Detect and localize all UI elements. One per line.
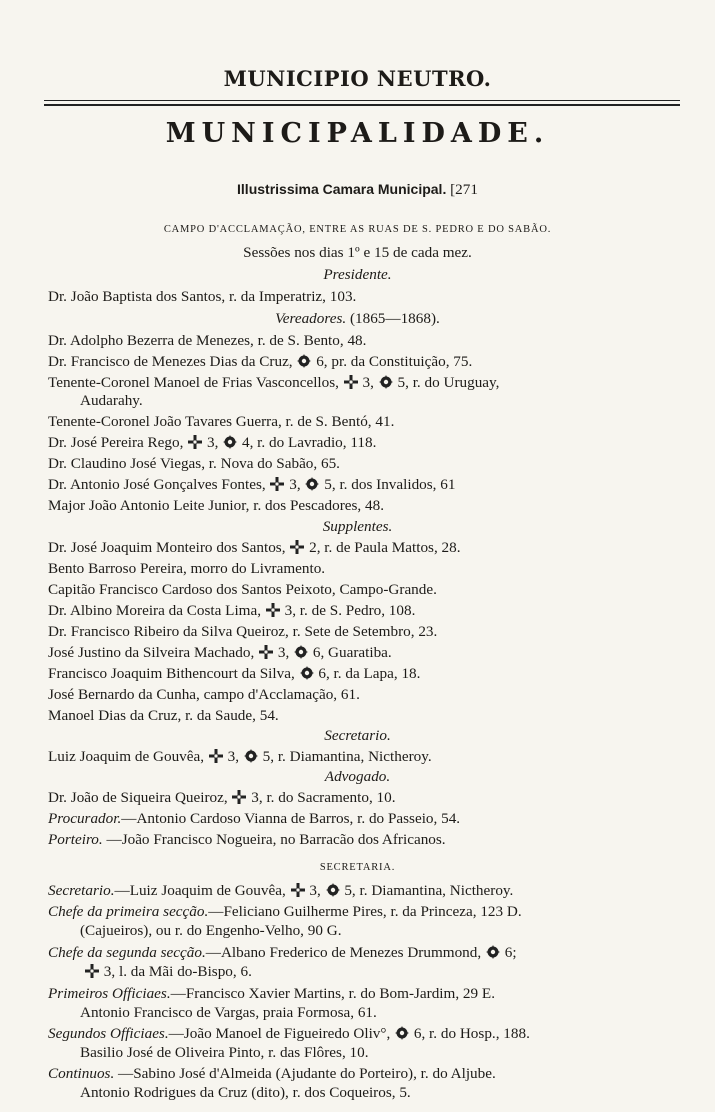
entry-text: 2, r. de Paula Mattos, 28.: [309, 539, 461, 556]
order-rose-icon: [379, 375, 393, 394]
secretaria-entry: [48, 903, 522, 921]
secretaria-heading: SECRETARIA.: [319, 862, 396, 873]
supplente-entry: Manoel Dias da Cruz, r. da Saude, 54.: [48, 707, 279, 724]
supplente-entry: [48, 602, 415, 622]
order-cross-icon: [85, 964, 99, 983]
page-reference: [271: [450, 181, 478, 198]
procurador-entry: [48, 810, 460, 828]
secretaria-entry-cont: Antonio Francisco de Vargas, praia Formosa, 61.: [80, 1004, 377, 1021]
entry-text: 3,: [206, 434, 219, 451]
secretaria-entry: [48, 944, 517, 964]
vereador-entry: [48, 353, 472, 373]
entry-text: 3,: [227, 748, 240, 765]
entry-text: Dr. Antonio José Gonçalves Fontes,: [48, 476, 266, 493]
advogado-heading: Advogado.: [324, 768, 391, 785]
order-cross-icon: [232, 790, 246, 809]
supplente-entry: [48, 539, 461, 559]
order-rose-icon: [244, 749, 258, 768]
supplente-entry: [48, 665, 420, 685]
vereador-entry: Dr. Adolpho Bezerra de Menezes, r. de S. Bento, 48.: [48, 332, 367, 349]
order-cross-icon: [188, 435, 202, 454]
entry-text: Dr. José Joaquim Monteiro dos Santos,: [48, 539, 286, 556]
role-label: Continuos.: [48, 1065, 115, 1082]
secretaria-entry-cont: (Cajueiros), ou r. do Engenho-Velho, 90 G.: [80, 922, 342, 939]
entry-text: 3, r. de S. Pedro, 108.: [284, 602, 416, 619]
vereadores-period: (1865—1868).: [349, 310, 440, 327]
role-label: Chefe da primeira secção.: [48, 903, 209, 920]
supplentes-heading: Supplentes.: [322, 518, 393, 535]
order-rose-icon: [297, 354, 311, 373]
advogado-entry: [48, 789, 396, 809]
entry-text: 6, r. do Hosp., 188.: [413, 1025, 530, 1042]
supplente-entry: Bento Barroso Pereira, morro do Livramento.: [48, 560, 326, 577]
vereador-entry: [48, 476, 455, 496]
entry-text: Luiz Joaquim de Gouvêa,: [48, 748, 205, 765]
entry-text: —Feliciano Guilherme Pires, r. da Princeza, 123 D.: [208, 903, 522, 920]
supplente-entry: [48, 644, 392, 664]
camara-sessions: Sessões nos dias 1º e 15 de cada mez.: [243, 244, 472, 261]
supplente-entry: Dr. Francisco Ribeiro da Silva Queiroz, r. Sete de Setembro, 23.: [48, 623, 438, 640]
divider-rule: [44, 100, 680, 101]
role-label: Segundos Officiaes.: [48, 1025, 169, 1042]
secretaria-entry-cont: Basilio José de Oliveira Pinto, r. das Flôres, 10.: [80, 1044, 369, 1061]
entry-text: Dr. José Pereira Rego,: [48, 434, 184, 451]
vereador-entry: [48, 434, 376, 454]
vereadores-label: Vereadores.: [275, 310, 347, 327]
entry-text: 3, r. do Sacramento, 10.: [251, 789, 396, 806]
entry-text: Dr. João de Siqueira Queiroz,: [48, 789, 228, 806]
order-cross-icon: [209, 749, 223, 768]
entry-text: —Luiz Joaquim de Gouvêa,: [114, 882, 286, 899]
section-title: MUNICIPALIDADE.: [165, 118, 550, 149]
presidente-entry: Dr. João Baptista dos Santos, r. da Imperatriz, 103.: [48, 288, 357, 305]
order-cross-icon: [291, 883, 305, 902]
entry-text: —Albano Frederico de Menezes Drummond,: [205, 944, 482, 961]
order-cross-icon: [259, 645, 273, 664]
camara-address: CAMPO D'ACCLAMAÇÃO, ENTRE AS RUAS DE S. PEDRO E DO SABÃO.: [163, 224, 552, 235]
entry-text: —Antonio Cardoso Vianna de Barros, r. do Passeio, 54.: [121, 810, 461, 827]
order-rose-icon: [300, 666, 314, 685]
role-label: Chefe da segunda secção.: [48, 944, 206, 961]
order-rose-icon: [395, 1026, 409, 1045]
order-rose-icon: [326, 883, 340, 902]
entry-text: 3, l. da Mãi do-Bispo, 6.: [103, 963, 252, 980]
order-rose-icon: [223, 435, 237, 454]
supplente-entry: José Bernardo da Cunha, campo d'Acclamação, 61.: [48, 686, 360, 703]
order-rose-icon: [486, 945, 500, 964]
entry-text: José Justino da Silveira Machado,: [48, 644, 255, 661]
secretario-entry: [48, 748, 432, 768]
entry-text: —João Francisco Nogueira, no Barracão dos Africanos.: [102, 831, 446, 848]
entry-text: 4, r. do Lavradio, 118.: [241, 434, 377, 451]
order-cross-icon: [266, 603, 280, 622]
vereador-entry: Tenente-Coronel João Tavares Guerra, r. de S. Bentó, 41.: [48, 413, 395, 430]
role-label: Procurador.: [48, 810, 122, 827]
secretaria-entry: [48, 1025, 530, 1045]
entry-text: —Francisco Xavier Martins, r. do Bom-Jardim, 29 E.: [170, 985, 495, 1002]
secretaria-entry: [48, 882, 513, 902]
camara-heading: [0, 180, 715, 199]
entry-text: Francisco Joaquim Bithencourt da Silva,: [48, 665, 295, 682]
vereador-entry: Dr. Claudino José Viegas, r. Nova do Sabão, 65.: [48, 455, 340, 472]
entry-text: 3,: [362, 374, 374, 391]
entry-text: 6, r. da Lapa, 18.: [318, 665, 421, 682]
secretaria-entry-cont: [84, 963, 252, 983]
entry-text: Dr. Francisco de Menezes Dias da Cruz,: [48, 353, 293, 370]
entry-text: 6;: [504, 944, 517, 961]
porteiro-entry: [48, 831, 446, 849]
order-rose-icon: [294, 645, 308, 664]
vereador-entry: [48, 374, 499, 394]
secretaria-entry: [48, 985, 495, 1003]
role-label: Secretario.: [48, 882, 115, 899]
divider-rule-thick: [44, 104, 680, 106]
order-cross-icon: [270, 477, 284, 496]
page-title: MUNICIPIO NEUTRO.: [223, 66, 492, 91]
order-cross-icon: [290, 540, 304, 559]
entry-text: 5, r. do Uruguay,: [397, 374, 500, 391]
vereador-entry-cont: Audarahy.: [80, 392, 143, 409]
entry-text: 6, pr. da Constituição, 75.: [316, 353, 473, 370]
presidente-heading: Presidente.: [323, 266, 392, 283]
vereadores-heading: [0, 310, 715, 328]
entry-text: 3,: [277, 644, 290, 661]
camara-name: Illustrissima Camara Municipal.: [237, 181, 447, 197]
supplente-entry: Capitão Francisco Cardoso dos Santos Peixoto, Campo-Grande.: [48, 581, 437, 598]
entry-text: 3,: [289, 476, 301, 493]
entry-text: 5, r. Diamantina, Nictheroy.: [344, 882, 514, 899]
entry-text: 5, r. Diamantina, Nictheroy.: [262, 748, 432, 765]
secretario-heading: Secretario.: [324, 727, 391, 744]
secretaria-entry: [48, 1065, 496, 1083]
entry-text: Dr. Albino Moreira da Costa Lima,: [48, 602, 262, 619]
entry-text: 3,: [309, 882, 321, 899]
role-label: Primeiros Officiaes.: [48, 985, 171, 1002]
entry-text: —João Manoel de Figueiredo Oliv°,: [168, 1025, 391, 1042]
order-rose-icon: [305, 477, 319, 496]
order-cross-icon: [344, 375, 358, 394]
entry-text: Tenente-Coronel Manoel de Frias Vasconcellos,: [48, 374, 339, 391]
entry-text: 5, r. dos Invalidos, 61: [324, 476, 456, 493]
entry-text: —Sabino José d'Almeida (Ajudante do Porteiro), r. do Aljube.: [114, 1065, 496, 1082]
vereador-entry: Major João Antonio Leite Junior, r. dos Pescadores, 48.: [48, 497, 384, 514]
role-label: Porteiro.: [48, 831, 103, 848]
secretaria-entry-cont: Antonio Rodrigues da Cruz (dito), r. dos Coqueiros, 5.: [80, 1084, 411, 1101]
entry-text: 6, Guaratiba.: [312, 644, 392, 661]
